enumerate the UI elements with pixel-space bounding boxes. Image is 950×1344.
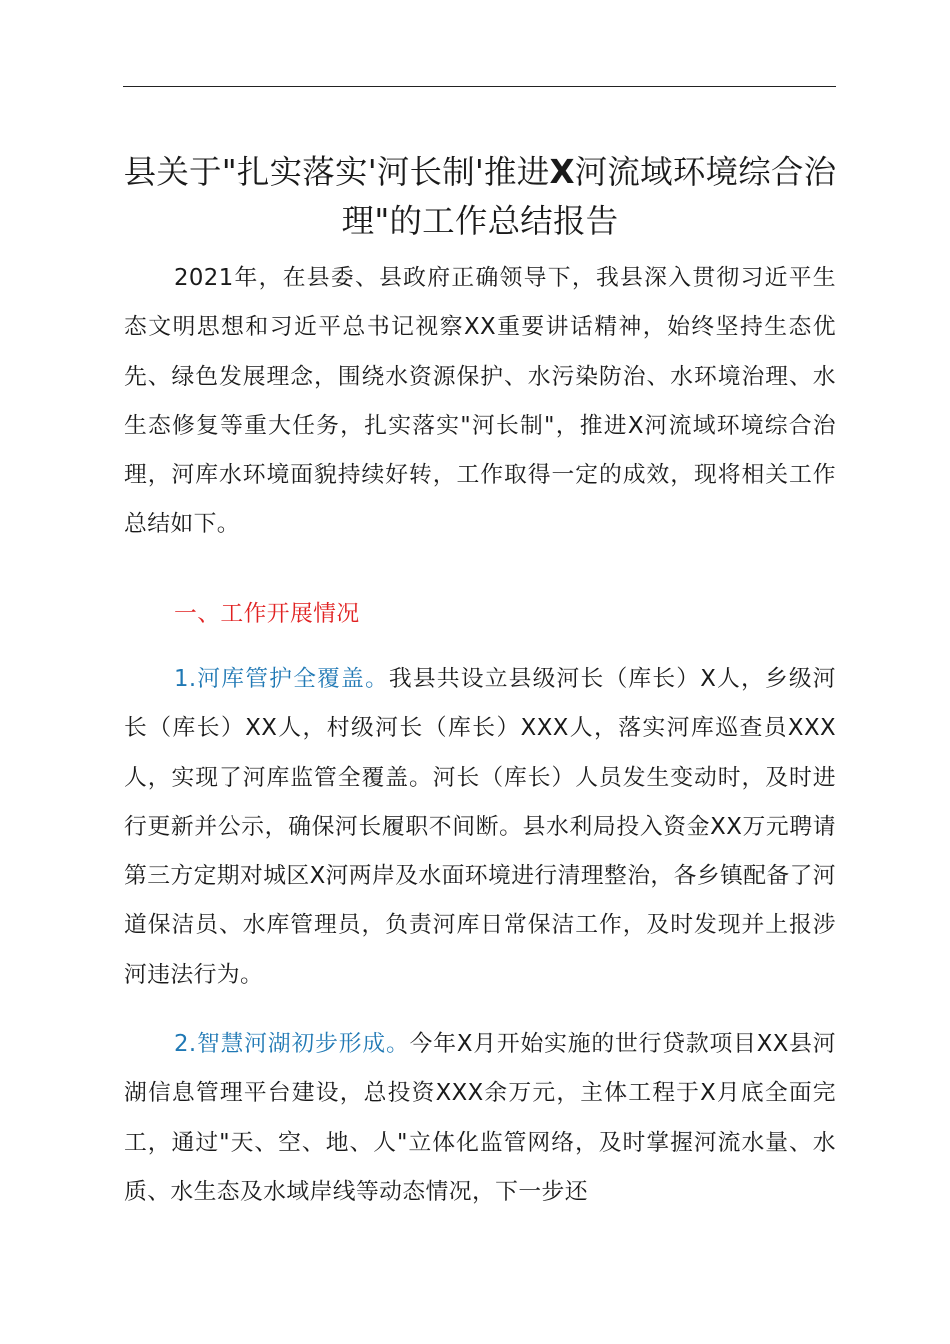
intro-paragraph: 2021年，在县委、县政府正确领导下，我县深入贯彻习近平生态文明思想和习近平总书记视察XX重要讲话精神，始终坚持生态优先、绿色发展理念，围绕水资源保护、水污染防治、水环境治理、水生态修复等重大任务，扎实落实"河长制"，推进X河流域环境综合治理，河库水环境面貌持续好转，工作取得一定的成效，现将相关工作总结如下。 bbox=[124, 265, 836, 538]
item-2-heading: 2.智慧河湖初步形成。 bbox=[174, 1031, 410, 1057]
header-rule bbox=[123, 86, 836, 87]
section-heading bbox=[124, 590, 836, 639]
section-1-heading: 一、工作开展情况 bbox=[174, 601, 360, 627]
item-1-heading: 1.河库管护全覆盖。 bbox=[174, 666, 389, 692]
document-title bbox=[118, 148, 842, 246]
item-2-text: 今年X月开始实施的世行贷款项目XX县河湖信息管理平台建设，总投资XXX余万元，主体工程于X月底全面完工，通过"天、空、地、人"立体化监管网络，及时掌握河流水量、水质、水生态及水域岸线等动态情况，下一步还 bbox=[124, 1031, 837, 1205]
item-2-paragraph bbox=[124, 1020, 836, 1217]
title-part-1: 县关于"扎实落实'河长制'推进 bbox=[123, 153, 550, 191]
item-1-paragraph bbox=[124, 655, 836, 1000]
title-part-2: 河流域环境综合治理"的工作总结报告 bbox=[341, 153, 837, 240]
title-river-x: X bbox=[549, 153, 575, 191]
item-1-text: 我县共设立县级河长（库长）X人，乡级河长（库长）XX人，村级河长（库长）XXX人，落实河库巡查员XXX人，实现了河库监管全覆盖。河长（库长）人员发生变动时，及时进行更新并公示，确保河长履职不间断。县水利局投入资金XX万元聘请第三方定期对城区X河两岸及水面环境进行清理整治，各乡镇配备了河道保洁员、水库管理员，负责河库日常保洁工作，及时发现并上报涉河违法行为。 bbox=[124, 666, 836, 988]
